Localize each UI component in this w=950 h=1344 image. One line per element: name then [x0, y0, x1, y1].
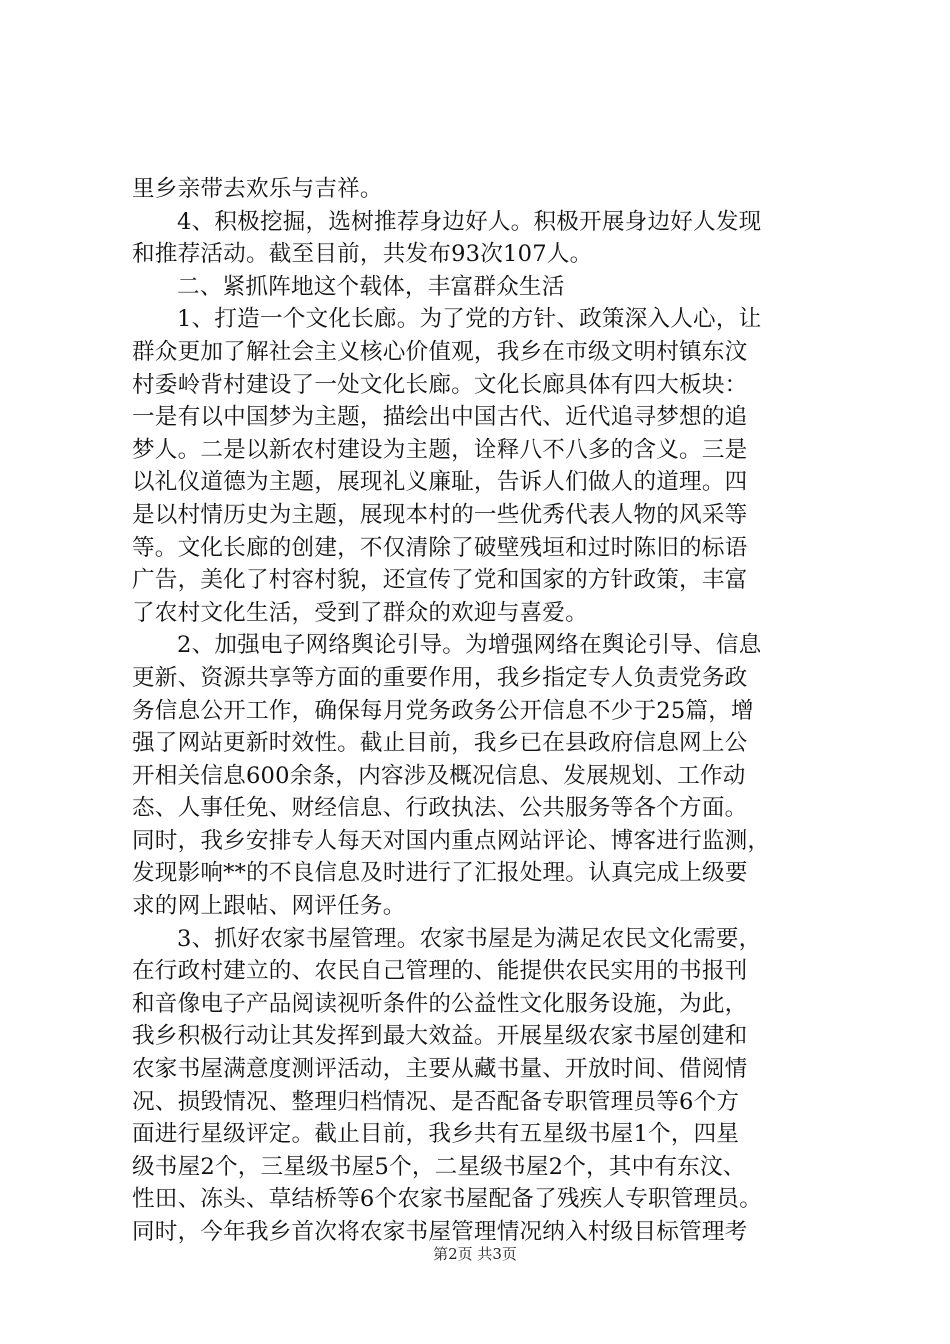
document-body	[132, 173, 832, 1249]
text-line: 村委岭背村建设了一处文化长廊。文化长廊具体有四大板块：	[132, 371, 748, 398]
paragraph-start-line: 3、抓好农家书屋管理。农家书屋是为满足农民文化需要，	[177, 925, 762, 952]
text-line: 群众更加了解社会主义核心价值观，我乡在市级文明村镇东汶	[132, 338, 748, 365]
text-line: 强了网站更新时效性。截止目前，我乡已在县政府信息网上公	[132, 730, 748, 757]
text-line: 况、损毁情况、整理归档情况、是否配备专职管理员等6个方	[132, 1088, 740, 1115]
text-line: 农家书屋满意度测评活动，主要从藏书量、开放时间、借阅情	[132, 1056, 748, 1083]
text-line: 开相关信息600余条，内容涉及概况信息、发展规划、工作动	[132, 762, 746, 789]
text-line: 广告，美化了村容村貌，还宣传了党和国家的方针政策，丰富	[132, 567, 748, 594]
text-line: 面进行星级评定。截止目前，我乡共有五星级书屋1个，四星	[132, 1121, 740, 1148]
text-line: 我乡积极行动让其发挥到最大效益。开展星级农家书屋创建和	[132, 1023, 748, 1050]
section-heading: 二、紧抓阵地这个载体，丰富群众生活	[177, 273, 565, 300]
paragraph-start-line: 1、打造一个文化长廊。为了党的方针、政策深入人心，让	[177, 306, 762, 333]
text-line: 发现影响**的不良信息及时进行了汇报处理。认真完成上级要	[132, 860, 748, 887]
text-line: 里乡亲带去欢乐与吉祥。	[132, 176, 383, 202]
text-line: 更新、资源共享等方面的重要作用，我乡指定专人负责党务政	[132, 664, 748, 691]
text-line: 以礼仪道德为主题，展现礼义廉耻，告诉人们做人的道理。四	[132, 469, 748, 496]
text-line: 梦人。二是以新农村建设为主题，诠释八不八多的含义。三是	[132, 436, 748, 463]
text-line: 务信息公开工作，确保每月党务政务公开信息不少于25篇，增	[132, 697, 754, 724]
page-number-footer: 第2页 共3页	[433, 1245, 517, 1263]
paragraph-start-line: 2、加强电子网络舆论引导。为增强网络在舆论引导、信息	[177, 632, 762, 659]
paragraph-start-line: 4、积极挖掘，选树推荐身边好人。积极开展身边好人发现	[177, 208, 762, 235]
text-line: 同时，今年我乡首次将农家书屋管理情况纳入村级目标管理考	[132, 1219, 748, 1245]
text-line: 了农村文化生活，受到了群众的欢迎与喜爱。	[132, 599, 588, 626]
text-line: 同时，我乡安排专人每天对国内重点网站评论、博客进行监测，	[132, 827, 771, 854]
text-line: 和音像电子产品阅读视听条件的公益性文化服务设施，为此，	[132, 990, 748, 1017]
text-line: 和推荐活动。截至目前，共发布93次107人。	[132, 241, 593, 268]
text-line: 级书屋2个，三星级书屋5个，二星级书屋2个，其中有东汶、	[132, 1153, 746, 1180]
text-line: 等。文化长廊的创建，不仅清除了破壁残垣和过时陈旧的标语	[132, 534, 748, 561]
text-line: 是以村情历史为主题，展现本村的一些优秀代表人物的风采等	[132, 501, 748, 528]
text-line: 求的网上跟帖、网评任务。	[132, 893, 406, 920]
text-line: 一是有以中国梦为主题，描绘出中国古代、近代追寻梦想的追	[132, 404, 748, 431]
text-line: 性田、冻头、草结桥等6个农家书屋配备了残疾人专职管理员。	[132, 1186, 763, 1213]
text-line: 态、人事任免、财经信息、行政执法、公共服务等各个方面。	[132, 795, 748, 822]
text-line: 在行政村建立的、农民自己管理的、能提供农民实用的书报刊	[132, 958, 748, 985]
